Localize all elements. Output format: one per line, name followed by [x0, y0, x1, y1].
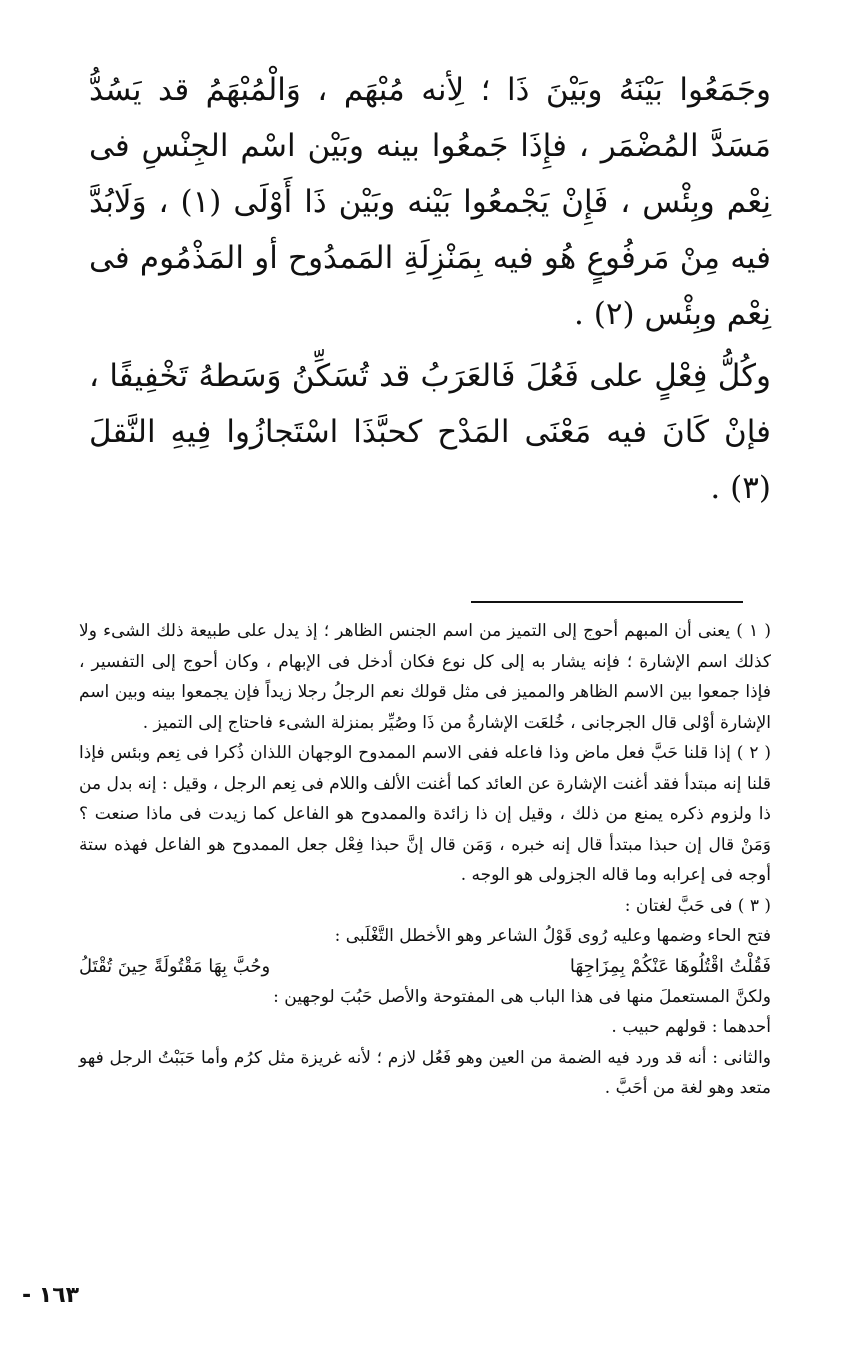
footnote-3-line: أحدهما : قولهم حبيب .: [611, 1017, 771, 1037]
footnote-1: ( ١ ) يعنى أن المبهم أحوج إلى التميز من اسم الجنس الظاهر ؛ إذ يدل على طبيعة ذلك الشىء ولا كذلك اسم الإشارة ؛ فإنه يشار به إلى كل نوع فكان أدخل فى الإبهام ، وكان أحوج إلى التفسير ، فإذا جمعوا بين الاسم الظاهر والمميز فى مثل قولك نعم الرجلُ رجلا زيداً فإن يجمعوا بينه وبين اسم الإشارة أوْلى قال الجرجانى ، خُلعَت الإشارةُ من ذَا وصُيِّر بمنزلة الشىء فاحتاج إلى التميز .: [79, 621, 771, 733]
footnote-3-line: ولكنَّ المستعملَ منها فى هذا الباب هى المفتوحة والأصل حَبُبَ لوجهين :: [273, 986, 771, 1007]
main-paragraph-2: وكُلُّ فِعْلٍ على فَعُلَ فَالعَرَبُ قد تُسَكِّنُ وَسَطهُ تَخْفِيفًا ، فإنْ كَانَ فيه مَعْنَى المَدْح كحبَّذَا اسْتَجازُوا فِيهِ النَّقلَ (٣) .: [89, 358, 771, 506]
verse-second-hemistich: وحُبَّ بِهَا مَقْتُولَةً حِينَ تُقْتَلُ: [79, 955, 271, 977]
footnote-3-heading: ( ٣ ) فى حَبَّ لغتان :: [624, 895, 771, 916]
poetry-verse: [79, 952, 771, 982]
footnote-divider: [471, 601, 743, 603]
footnote-2: ( ٢ ) إذا قلنا حَبَّ فعل ماض وذا فاعله ففى الاسم الممدوح الوجهان اللذان ذُكرا فى نِعم وبئس فإذا قلنا إنه مبتدأ فقد أغنت الإشارة عن العائد كما أغنت الألف واللام فى نِعم الرجل ، وقيل : إنه بدل من ذا ولزوم ذكره يمنع من ذلك ، وقيل إن ذا زائدة والممدوح هو الفاعل كما زيدت فى ماذا صنعت ؟ وَمَنْ قال إن حبذا مبتدأ قال إنه خبره ، وَمَن قال إنَّ حبذا فِعْل جعل الممدوح هو الفاعل فهذه ستة أوجه فى إعرابه وما قاله الجزولى هو الوجه .: [79, 743, 771, 885]
footnote-3-line: فتح الحاء وضمها وعليه رُوى قَوْلُ الشاعر وهو الأخطل التَّغْلَبى :: [334, 926, 771, 946]
page-number: - ١٦٣: [22, 1283, 80, 1308]
main-paragraph-1: وجَمَعُوا بَيْنَهُ وبَيْنَ ذَا ؛ لِأنه مُبْهَم ، وَالْمُبْهَمُ قد يَسُدُّ مَسَدَّ المُضْمَر ، فإِذَا جَمعُوا بينه وبَيْن اسْم الجِنْسِ فى نِعْم وبِئْس ، فَإِنْ يَجْمعُوا بَيْنه وبَيْن ذَا أَوْلَى (١) ، وَلَابُدَّ فيه مِنْ مَرفُوعٍ هُو فيه بِمَنْزِلَةِ المَمدُوح أو المَذْمُوم فى نِعْم وبِئْس (٢) .: [89, 72, 771, 332]
verse-first-hemistich: فَقُلْتُ اقْتُلُوهَا عَنْكُمْ بِمِزَاجِهَا: [569, 955, 771, 977]
main-text: [89, 62, 771, 516]
footnote-3-line: والثانى : أنه قد ورد فيه الضمة من العين وهو فَعُل لازم ؛ لأنه غريزة مثل كرُم وأما حَبَبْتُ الرجل فهو متعد وهو لغة من أحَبَّ .: [79, 1047, 771, 1098]
footnotes: [79, 616, 771, 1104]
